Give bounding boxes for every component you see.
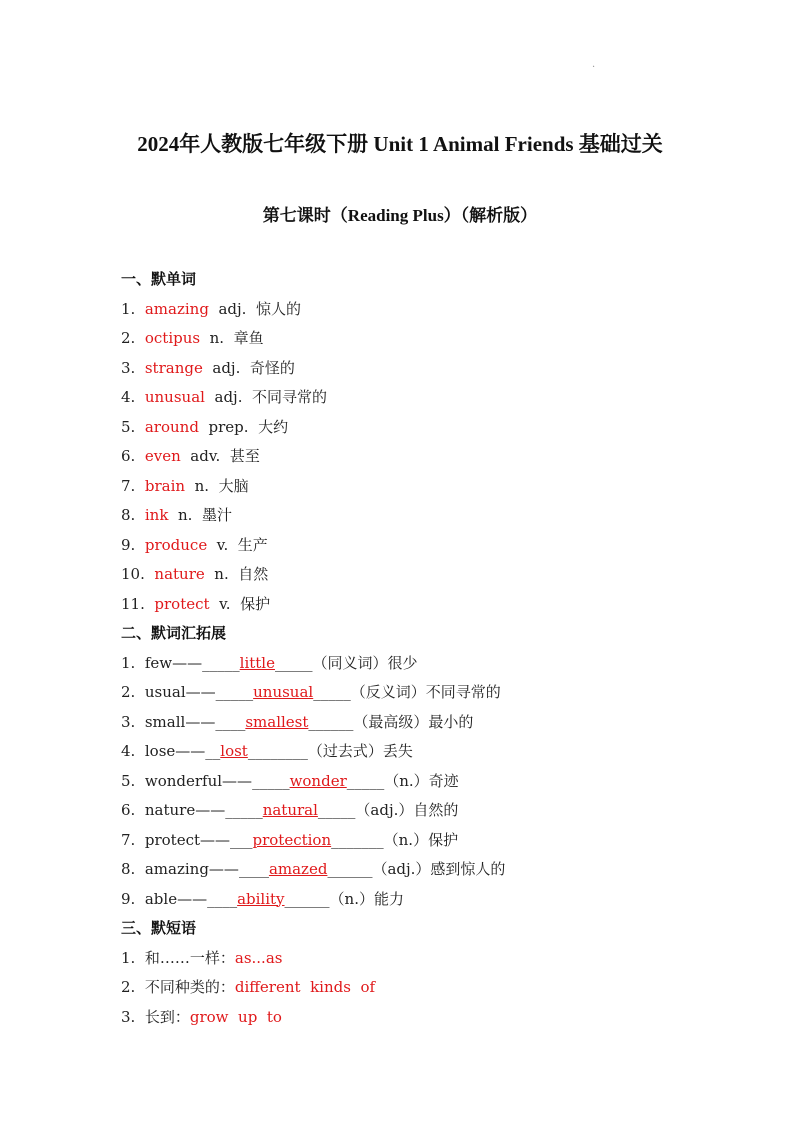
vocab-item <box>121 413 761 443</box>
word-note: （过去式）丢失 <box>307 742 413 760</box>
part-of-speech: adv. <box>190 447 221 465</box>
answer-word: amazed <box>268 860 328 878</box>
item-number: 8. <box>121 506 136 524</box>
blank-line: ____ <box>207 889 238 908</box>
chinese-meaning: 不同寻常的 <box>252 388 328 406</box>
answer-word: natural <box>262 801 318 819</box>
phrase-item <box>121 973 761 1003</box>
word-note: （adj.）自然的 <box>355 801 459 819</box>
vocab-item <box>121 590 761 620</box>
blank-line: _____ <box>317 801 356 819</box>
vocab-item <box>121 324 761 354</box>
blank-line: _____ <box>252 771 290 790</box>
chinese-meaning: 墨汁 <box>201 506 232 524</box>
blank-line: ______ <box>308 712 354 731</box>
phrase-list <box>121 944 761 1033</box>
item-number: 1. <box>121 299 136 318</box>
item-number: 2. <box>121 978 136 996</box>
chinese-meaning: 甚至 <box>229 447 260 465</box>
base-word: amazing—— <box>144 860 239 878</box>
document-subtitle: 第七课时（Reading Plus）（解析版） <box>262 206 538 225</box>
item-number: 4. <box>121 742 136 760</box>
blank-line: ________ <box>247 742 308 760</box>
item-number: 9. <box>121 889 136 908</box>
section-heading: 二、默词汇拓展 <box>121 624 227 642</box>
answer-word: wonder <box>289 771 347 790</box>
part-of-speech: n. <box>194 476 210 495</box>
item-number: 3. <box>121 1007 136 1026</box>
item-number: 11. <box>121 594 145 613</box>
chinese-meaning: 保护 <box>240 594 271 613</box>
vocab-item <box>121 501 761 531</box>
item-number: 2. <box>121 683 136 701</box>
extension-item <box>121 737 761 767</box>
blank-line: __ <box>205 742 221 760</box>
blank-line: _____ <box>274 653 313 672</box>
answer-word: ability <box>237 889 285 908</box>
phrase-prompt: 长到： <box>144 1007 190 1026</box>
item-number: 2. <box>121 329 136 347</box>
answer-word: unusual <box>144 388 205 406</box>
chinese-meaning: 大脑 <box>218 476 249 495</box>
answer-phrase: grow up to <box>189 1007 282 1026</box>
vocab-item <box>121 295 761 325</box>
answer-word: lost <box>220 742 248 760</box>
chinese-meaning: 生产 <box>237 535 268 554</box>
extension-item <box>121 649 761 679</box>
blank-line: _____ <box>346 771 385 790</box>
item-number: 3. <box>121 358 136 377</box>
word-note: （n.）能力 <box>329 889 404 908</box>
part-of-speech: adj. <box>214 388 243 406</box>
answer-word: octipus <box>144 329 201 347</box>
answer-word: brain <box>144 476 186 495</box>
item-number: 10. <box>121 565 145 583</box>
extension-item <box>121 826 761 856</box>
base-word: small—— <box>144 712 216 731</box>
section-heading: 三、默短语 <box>121 919 197 937</box>
answer-word: protect <box>154 594 210 613</box>
extension-item <box>121 678 761 708</box>
chinese-meaning: 章鱼 <box>233 329 264 347</box>
section-heading: 一、默单词 <box>121 270 197 288</box>
answer-phrase: different kinds of <box>234 978 376 996</box>
base-word: usual—— <box>144 683 216 701</box>
word-note: （反义词）不同寻常的 <box>350 683 501 701</box>
answer-word: produce <box>144 535 208 554</box>
chinese-meaning: 大约 <box>258 417 289 436</box>
word-note: （最高级）最小的 <box>353 712 474 731</box>
extension-item <box>121 796 761 826</box>
base-word: protect—— <box>144 830 230 849</box>
blank-line: ____ <box>215 712 246 731</box>
base-word: wonderful—— <box>144 771 253 790</box>
item-number: 6. <box>121 447 136 465</box>
part-of-speech: n. <box>177 506 193 524</box>
chinese-meaning: 惊人的 <box>256 299 302 318</box>
item-number: 8. <box>121 860 136 878</box>
item-number: 7. <box>121 830 136 849</box>
answer-word: protection <box>252 830 332 849</box>
base-word: lose—— <box>144 742 206 760</box>
answer-word: ink <box>144 506 169 524</box>
answer-word: amazing <box>144 299 209 318</box>
phrase-item <box>121 944 761 974</box>
blank-line: ______ <box>284 889 330 908</box>
blank-line: _____ <box>313 683 351 701</box>
extension-item <box>121 855 761 885</box>
extension-item <box>121 708 761 738</box>
item-number: 1. <box>121 948 136 967</box>
phrase-item <box>121 1003 761 1033</box>
part-of-speech: adj. <box>218 299 247 318</box>
item-number: 4. <box>121 388 136 406</box>
blank-line: _____ <box>215 683 254 701</box>
part-of-speech: prep. <box>208 417 249 436</box>
part-of-speech: adj. <box>212 358 241 377</box>
part-of-speech: n. <box>209 329 225 347</box>
part-of-speech: n. <box>214 565 229 583</box>
blank-line: _____ <box>202 653 240 672</box>
answer-word: unusual <box>253 683 314 701</box>
worksheet-content <box>121 265 761 1032</box>
vocab-list <box>121 295 761 620</box>
base-word: nature—— <box>144 801 226 819</box>
vocab-item <box>121 383 761 413</box>
answer-word: little <box>239 653 275 672</box>
base-word: able—— <box>144 889 208 908</box>
answer-word: even <box>144 447 181 465</box>
phrase-prompt: 和……一样： <box>144 948 235 967</box>
vocab-item <box>121 472 761 502</box>
item-number: 6. <box>121 801 136 819</box>
word-note: （同义词）很少 <box>312 653 418 672</box>
blank-line: _____ <box>225 801 263 819</box>
phrase-prompt: 不同种类的： <box>144 978 235 996</box>
chinese-meaning: 奇怪的 <box>249 358 295 377</box>
item-number: 7. <box>121 476 136 495</box>
part-of-speech: v. <box>219 594 231 613</box>
vocab-item <box>121 442 761 472</box>
answer-word: nature <box>154 565 205 583</box>
item-number: 5. <box>121 771 136 790</box>
item-number: 1. <box>121 653 136 672</box>
blank-line: _______ <box>331 830 384 849</box>
vocab-item <box>121 354 761 384</box>
word-note: （n.）奇迹 <box>384 771 459 790</box>
blank-line: ______ <box>327 860 373 878</box>
answer-word: around <box>144 417 199 436</box>
base-word: few—— <box>144 653 203 672</box>
blank-line: ____ <box>238 860 269 878</box>
chinese-meaning: 自然 <box>238 565 269 583</box>
item-number: 3. <box>121 712 136 731</box>
vocab-item <box>121 531 761 561</box>
answer-phrase: as...as <box>234 948 283 967</box>
word-note: （adj.）感到惊人的 <box>372 860 506 878</box>
word-extension-list <box>121 649 761 915</box>
corner-mark: · <box>592 62 596 73</box>
answer-word: strange <box>144 358 203 377</box>
extension-item <box>121 885 761 915</box>
answer-word: smallest <box>245 712 309 731</box>
word-note: （n.）保护 <box>383 830 459 849</box>
document-title: 2024年人教版七年级下册 Unit 1 Animal Friends 基础过关 <box>137 132 663 156</box>
item-number: 5. <box>121 417 136 436</box>
item-number: 9. <box>121 535 136 554</box>
vocab-item <box>121 560 761 590</box>
extension-item <box>121 767 761 797</box>
part-of-speech: v. <box>216 535 229 554</box>
blank-line: ___ <box>230 830 253 849</box>
